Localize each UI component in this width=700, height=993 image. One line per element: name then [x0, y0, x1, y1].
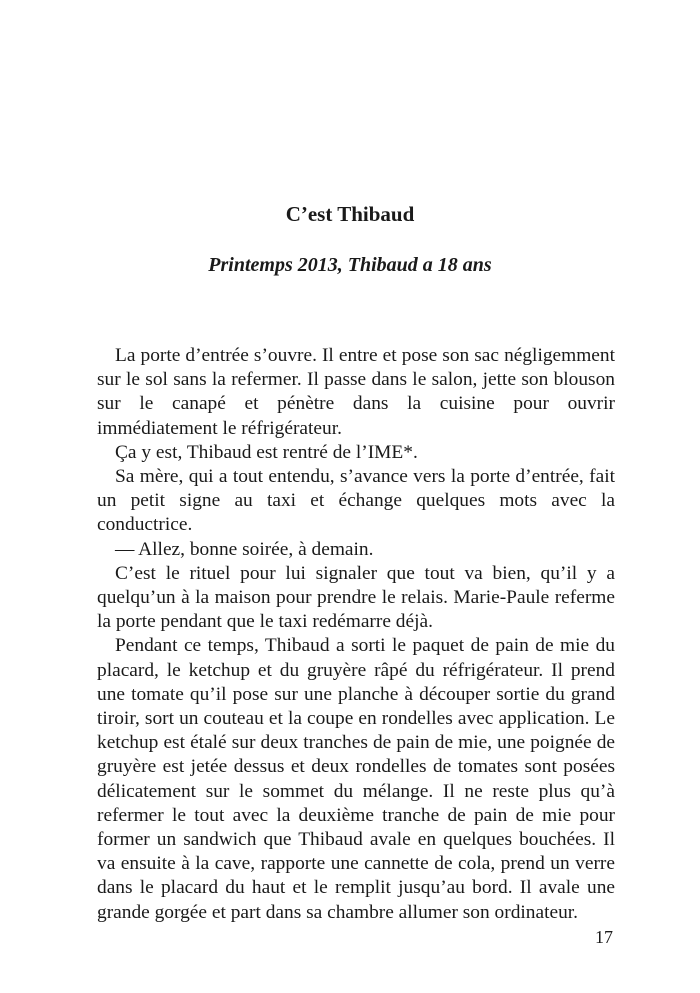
chapter-subtitle: Printemps 2013, Thibaud a 18 ans [208, 254, 492, 276]
paragraph: Pendant ce temps, Thibaud a sorti le paquet de pain de mie du placard, le ketchup et du gruyère râpé du réfrigérateur. Il prend une tomate qu’il pose sur une planche à découper sortie du grand tiroir, sort un couteau et la coupe en rondelles avec application. Le ketchup est étalé sur deux tranches de pain de mie, une poignée de gruyère est jetée dessus et deux rondelles de tomates sont posées délicatement sur le sommet du mélange. Il ne reste plus qu’à refermer le tout avec la deuxième tranche de pain de mie pour former un sandwich que Thibaud avale en quelques bouchées. Il va ensuite à la cave, rapporte une cannette de cola, prend un verre dans le placard du haut et le remplit jusqu’au bord. Il avale une grande gorgée et part dans sa chambre allumer son ordinateur. [97, 635, 615, 923]
paragraph: Sa mère, qui a tout entendu, s’avance vers la porte d’entrée, fait un petit signe au taxi et échange quelques mots avec la conductrice. [97, 466, 615, 536]
paragraph: C’est le rituel pour lui signaler que tout va bien, qu’il y a quelqu’un à la maison pour prendre le relais. Marie-Paule referme la porte pendant que le taxi redémarre déjà. [97, 562, 615, 633]
body-text [97, 344, 615, 925]
paragraph: Ça y est, Thibaud est rentré de l’IME*. [115, 441, 418, 463]
page-number: 17 [595, 927, 613, 947]
chapter-title: C’est Thibaud [285, 202, 415, 226]
paragraph: — Allez, bonne soirée, à demain. [115, 538, 374, 560]
paragraph: La porte d’entrée s’ouvre. Il entre et pose son sac négligemment sur le sol sans la refermer. Il passe dans le salon, jette son blouson sur le canapé et pénètre dans la cuisine pour ouvrir immédiatement le réfrigérateur. [97, 345, 615, 439]
